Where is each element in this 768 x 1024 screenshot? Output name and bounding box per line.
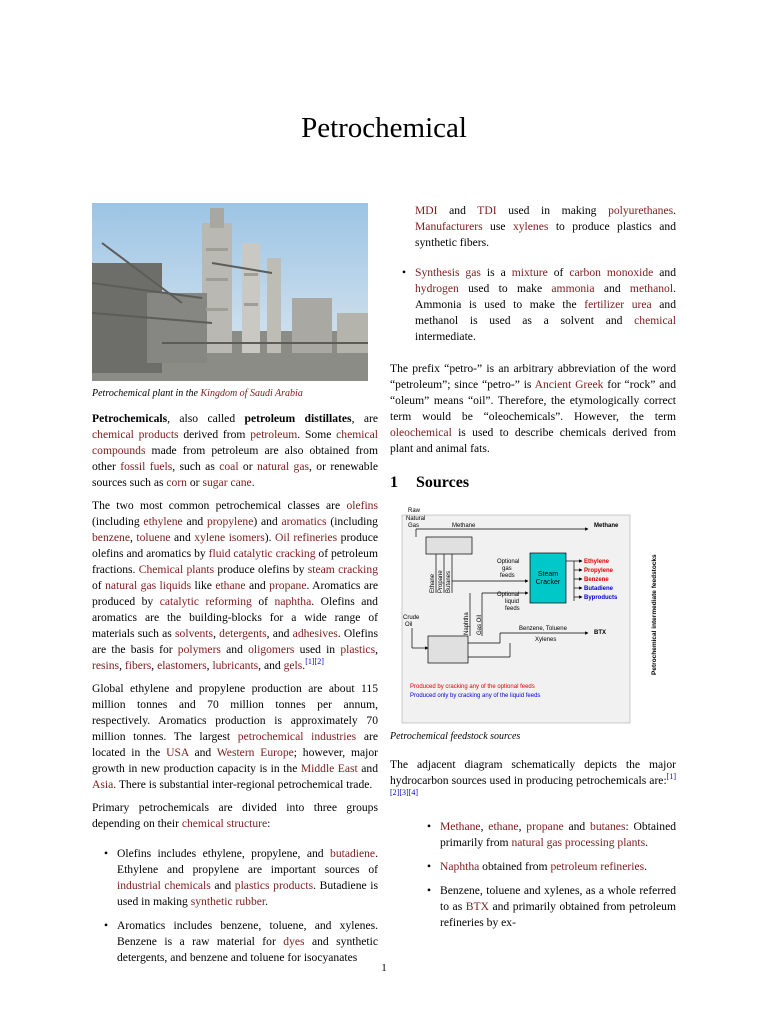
link[interactable]: Synthesis gas [415,266,481,279]
feedstock-diagram [390,503,662,728]
svg-text:Oil: Oil [405,622,413,628]
svg-text:Ethylene: Ethylene [584,559,610,565]
link[interactable]: petroleum [250,428,298,441]
link[interactable]: Naphtha [440,860,480,873]
link[interactable]: propane [526,820,564,833]
link[interactable]: polyurethanes [608,204,674,217]
link[interactable]: gels [283,659,303,672]
link[interactable]: elastomers [157,659,207,672]
link[interactable]: Chemical plants [138,563,215,576]
svg-text:BTX: BTX [594,630,606,636]
groups-list-continued [390,265,676,345]
link[interactable]: methanol [629,282,674,295]
svg-text:liquid: liquid [505,599,520,605]
link[interactable]: chemical products [92,428,179,441]
link[interactable]: ethane [488,820,519,833]
svg-text:gas: gas [502,566,512,572]
svg-text:Cracker: Cracker [535,579,561,586]
groups-list [92,846,378,966]
list-item-continued: MDI and TDI used in making polyurethanes. Manufacturers use xylenes to produce plastics and synthetic fibers. [415,204,677,249]
petrochemical-plant-photo [92,203,368,381]
svg-text:Gas: Gas [408,523,420,529]
link[interactable]: ethylene [143,515,183,528]
link[interactable]: solvents [175,627,214,640]
page-number: 1 [381,962,387,974]
paragraph: Primary petrochemicals are divided into three groups depending on their chemical structure: [92,801,378,830]
link[interactable]: synthetic rubber [190,895,266,908]
svg-text:Benzene, Toluene: Benzene, Toluene [519,626,567,632]
link[interactable]: benzene [92,531,130,544]
link[interactable]: plastics [340,643,376,656]
diagram-label-raw: Raw [408,508,421,514]
link[interactable]: propylene [206,515,254,528]
link[interactable]: chemical structure [181,817,268,830]
svg-text:Ethane: Ethane [430,573,436,593]
link[interactable]: fossil fuels [120,460,173,473]
link[interactable]: corn [166,476,187,489]
svg-text:Crude: Crude [403,615,420,621]
link[interactable]: fluid catalytic cracking [208,547,316,560]
svg-text:Steam: Steam [537,571,559,578]
citation[interactable]: [1][2][3][4] [390,772,676,798]
diagram-side-label: Petrochemical intermediate feedstocks [651,554,658,675]
svg-text:Optional: Optional [497,559,520,565]
link[interactable]: olefins [346,499,378,512]
link[interactable]: butanes [590,820,626,833]
list-item: • Olefins includes ethylene, propylene, and butadiene. Ethylene and propylene are important sources of industrial chemicals and plastics products. Butadiene is used in making synthetic rubber. [92,846,378,910]
link[interactable]: propane [269,579,307,592]
svg-text:Byproducts: Byproducts [584,595,618,601]
link[interactable]: Oil refineries [275,531,338,544]
link-saudi-arabia[interactable]: Kingdom of Saudi Arabia [200,388,303,399]
link[interactable]: chemical [634,314,676,327]
link[interactable]: naphtha [274,595,312,608]
link[interactable]: toluene [136,531,171,544]
link[interactable]: natural gas [256,460,310,473]
link[interactable]: catalytic reforming [159,595,252,608]
left-column [92,203,378,974]
link[interactable]: dyes [283,935,305,948]
right-column [390,203,676,939]
diagram-label-methane-in: Methane [452,523,476,529]
link[interactable]: xylene isomers [194,531,265,544]
link[interactable]: lubricants [212,659,259,672]
list-item: • Synthesis gas is a mixture of carbon monoxide and hydrogen used to make ammonia and methanol. Ammonia is used to make the fertilizer urea and methanol is used as a solvent and chemical intermediate. [390,265,676,345]
link[interactable]: fertilizer urea [584,298,652,311]
link[interactable]: natural gas liquids [105,579,192,592]
link[interactable]: adhesives [292,627,338,640]
paragraph: The prefix “petro-” is an arbitrary abbreviation of the word “petroleum”; since “petro-” is Ancient Greek for “rock” and “oleum” means “oil”. Therefore, the etymologically correct term would be “oleochemicals”. However, the term oleochemical is used to describe chemicals derived from plant and animal fats. [390,362,676,455]
sources-list [390,819,676,931]
link[interactable]: steam cracking [307,563,378,576]
link[interactable]: resins [92,659,120,672]
link[interactable]: petroleum refineries [550,860,645,873]
paragraph: Petrochemicals, also called petroleum distillates, are chemical products derived from petroleum. Some chemical compounds made from petroleum are also obtained from other fossil fuels, such as coal or natural gas, or renewable sources such as corn or sugar cane. [92,412,378,489]
link[interactable]: carbon monoxide [569,266,654,279]
svg-text:Propane: Propane [438,570,444,593]
link[interactable]: Asia [92,778,114,791]
link[interactable]: chemical compounds [92,428,378,457]
link[interactable]: BTX [465,900,489,913]
link[interactable]: aromatics [281,515,327,528]
svg-text:Propylene: Propylene [584,568,614,574]
diagram-legend-red: Produced by cracking any of the optional feeds [410,684,535,690]
paragraph: Global ethylene and propylene production are about 115 million tonnes and 70 million tonnes per annum, respectively. Aromatics production is approximately 70 million tonnes. The largest petrochemical industries are located in the USA and Western Europe; however, major growth in new production capacity is in the Middle East and Asia. There is substantial inter-regional petrochemical trade. [92,682,378,791]
link[interactable]: sugar cane [202,476,252,489]
section-heading-sources: 1 Sources [390,474,470,491]
link[interactable]: Ancient Greek [534,378,604,391]
diagram-legend-blue: Produced only by cracking any of the liquid feeds [410,693,541,699]
link[interactable]: fibers [124,659,152,672]
diagram-caption: Petrochemical feedstock sources [390,731,521,742]
svg-text:Naphtha: Naphtha [464,612,470,635]
list-item: • Aromatics includes benzene, toluene, and xylenes. Benzene is a raw material for dyes and synthetic detergents, and benzene and toluene for isocyanates [92,918,378,966]
link[interactable]: plastics products [234,879,314,892]
link[interactable]: butadiene [330,847,376,860]
link[interactable]: industrial chemicals [117,879,211,892]
link[interactable]: mixture [511,266,548,279]
link[interactable]: Methane [440,820,481,833]
paragraph: The two most common petrochemical classes are olefins (including ethylene and propylene) and aromatics (including benzene, toluene and xylene isomers). Oil refineries produce olefins and aromatics by fluid catalytic cracking of petroleum fractions. Chemical plants produce olefins by steam cracking of natural gas liquids like ethane and propane. Aromatics are produced by catalytic reforming of naphtha. Olefins and aromatics are the building-blocks for a wide range of materials such as solvents, detergents, and adhesives. Olefins are the basis for polymers and oligomers used in plastics, resins, fibers, elastomers, lubricants, and gels.[1][2] [92,499,379,672]
link[interactable]: ammonia [551,282,595,295]
link[interactable]: polymers [177,643,221,656]
svg-text:Butadiene: Butadiene [584,586,614,592]
link[interactable]: USA [166,746,189,759]
svg-text:Gas Oil: Gas Oil [477,614,483,635]
photo-caption: Petrochemical plant in the Kingdom of Saudi Arabia [92,388,303,399]
link[interactable]: ethane [215,579,246,592]
link[interactable]: TDI [477,204,497,217]
link[interactable]: xylenes [512,220,549,233]
list-item: • Benzene, toluene and xylenes, as a whole referred to as BTX and primarily obtained from petroleum refineries by ex- [415,883,676,931]
paragraph: The adjacent diagram schematically depicts the major hydrocarbon sources used in producing petrochemicals are:[1][2][3][4] [390,758,676,798]
link[interactable]: Middle East [300,762,358,775]
link[interactable]: Western Europe [216,746,294,759]
svg-text:feeds: feeds [500,573,515,579]
link[interactable]: natural gas processing plants [511,836,646,849]
link[interactable]: MDI [415,204,438,217]
link[interactable]: oligomers [248,643,295,656]
list-item: • Naphtha obtained from petroleum refineries. [415,859,676,875]
svg-text:Benzene: Benzene [584,577,609,583]
link[interactable]: hydrogen [415,282,459,295]
link[interactable]: oleochemical [390,426,452,439]
page-title: Petrochemical [301,112,467,144]
svg-text:Xylenes: Xylenes [535,637,557,643]
citation[interactable]: [1][2] [305,657,324,667]
link[interactable]: coal [219,460,239,473]
list-item: • Methane, ethane, propane and butanes: Obtained primarily from natural gas processing plants. [415,819,676,851]
svg-text:Natural: Natural [406,516,426,522]
svg-text:Methane: Methane [594,523,619,529]
link[interactable]: Manufacturers [415,220,483,233]
svg-text:Butanes: Butanes [446,570,452,593]
link[interactable]: petrochemical industries [237,730,357,743]
link[interactable]: detergents [219,627,267,640]
svg-text:Optional: Optional [497,592,520,598]
svg-text:feeds: feeds [505,606,520,612]
